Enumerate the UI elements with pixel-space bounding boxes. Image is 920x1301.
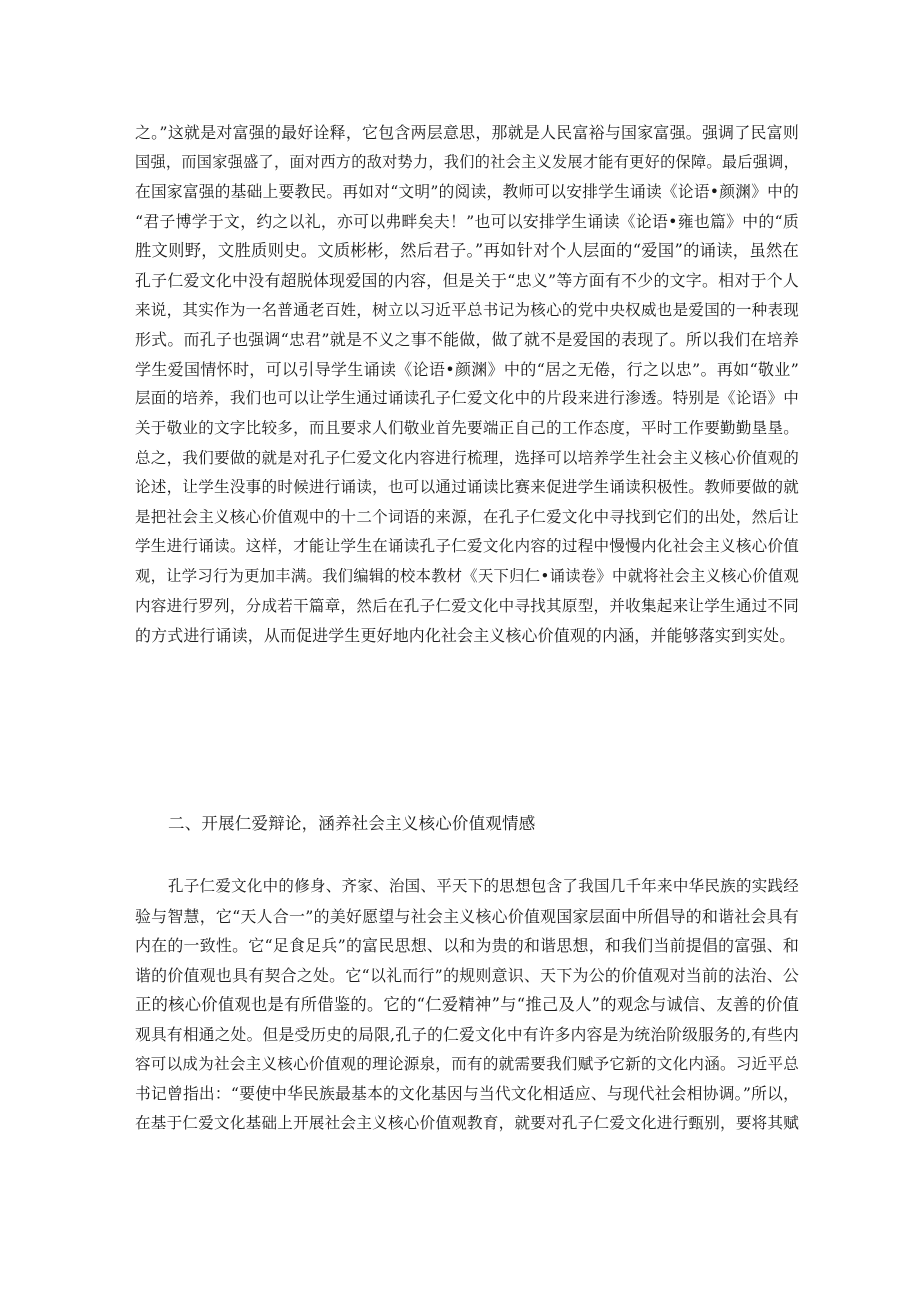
text-line: 论述，让学生没事的时候进行诵读，也可以通过诵读比赛来促进学生诵读积极性。教师要做的就 (135, 478, 799, 497)
text-line: 谐的价值观也具有契合之处。它“以礼而行”的规则意识、天下为公的价值观对当前的法治、公 (135, 965, 799, 985)
text-line: 在基于仁爱文化基础上开展社会主义核心价值观教育，就要对孔子仁爱文化进行甄别，要将其赋 (135, 1113, 799, 1132)
text-line: 来说，其实作为一名普通老百姓，树立以习近平总书记为核心的党中央权威也是爱国的一种表现 (135, 300, 799, 319)
text-line: 观，让学习行为更加丰满。我们编辑的校本教材《天下归仁•诵读卷》中就将社会主义核心价值观 (135, 566, 799, 585)
paragraph-2 (135, 872, 799, 1138)
text-line: 验与智慧，它“天人合一”的美好愿望与社会主义核心价值观国家层面中所倡导的和谐社会具有 (135, 906, 799, 926)
text-line: 的方式进行诵读，从而促进学生更好地内化社会主义核心价值观的内涵，并能够落实到实处。 (135, 626, 796, 646)
paragraph-1 (135, 118, 799, 651)
text-line: 观具有相通之处。但是受历史的局限,孔子的仁爱文化中有许多内容是为统治阶级服务的,有些内 (135, 1024, 799, 1044)
text-line: 孔子仁爱文化中没有超脱体现爱国的内容，但是关于“忠义”等方面有不少的文字。相对于个人 (135, 270, 799, 290)
text-line: 在国家富强的基础上要教民。再如对“文明”的阅读，教师可以安排学生诵读《论语•颜渊》中的 (135, 182, 799, 202)
text-line: 之。”这就是对富强的最好诠释，它包含两层意思，那就是人民富裕与国家富强。强调了民富则 (135, 123, 799, 142)
text-line: 书记曾指出：“要使中华民族最基本的文化基因与当代文化相适应、与现代社会相协调。”所以， (135, 1084, 799, 1104)
text-line: 形式。而孔子也强调“忠君”就是不义之事不能做，做了就不是爱国的表现了。所以我们在培养 (135, 330, 799, 350)
text-line: “君子博学于文，约之以礼，亦可以弗畔矣夫！”也可以安排学生诵读《论语•雍也篇》中的“质 (135, 211, 799, 231)
text-line: 内容进行罗列，分成若干篇章，然后在孔子仁爱文化中寻找其原型，并收集起来让学生通过不同 (135, 596, 799, 615)
text-line: 胜文则野，文胜质则史。文质彬彬，然后君子。”再如针对个人层面的“爱国”的诵读，虽然在 (135, 241, 799, 261)
text-line: 关于敬业的文字比较多，而且要求人们敬业首先要端正自己的工作态度，平时工作要勤勤垦垦。 (135, 418, 799, 437)
text-line: 正的核心价值观也是有所借鉴的。它的“仁爱精神”与“推己及人”的观念与诚信、友善的价值 (135, 995, 799, 1015)
text-line: 总之，我们要做的就是对孔子仁爱文化内容进行梳理，选择可以培养学生社会主义核心价值观的 (135, 448, 799, 467)
text-line: 内在的一致性。它“足食足兵”的富民思想、以和为贵的和谐思想，和我们当前提倡的富强、和 (135, 936, 799, 956)
section-heading: 二、开展仁爱辩论，涵养社会主义核心价值观情感 (168, 814, 536, 833)
text-line: 学生进行诵读。这样，才能让学生在诵读孔子仁爱文化内容的过程中慢慢内化社会主义核心价值 (135, 537, 799, 556)
text-line: 孔子仁爱文化中的修身、齐家、治国、平天下的思想包含了我国几千年来中华民族的实践经 (168, 877, 799, 895)
text-line: 学生爱国情怀时，可以引导学生诵读《论语•颜渊》中的“居之无倦，行之以忠”。再如“敬业” (135, 359, 799, 379)
text-line: 是把社会主义核心价值观中的十二个词语的来源，在孔子仁爱文化中寻找到它们的出处，然后让 (135, 507, 799, 526)
text-line: 层面的培养，我们也可以让学生通过诵读孔子仁爱文化中的片段来进行渗透。特别是《论语》中 (135, 389, 799, 408)
text-line: 容可以成为社会主义核心价值观的理论源泉，而有的就需要我们赋予它新的文化内涵。习近平总 (135, 1054, 799, 1073)
text-line: 国强，而国家强盛了，面对西方的敌对势力，我们的社会主义发展才能有更好的保障。最后强调， (135, 152, 799, 171)
